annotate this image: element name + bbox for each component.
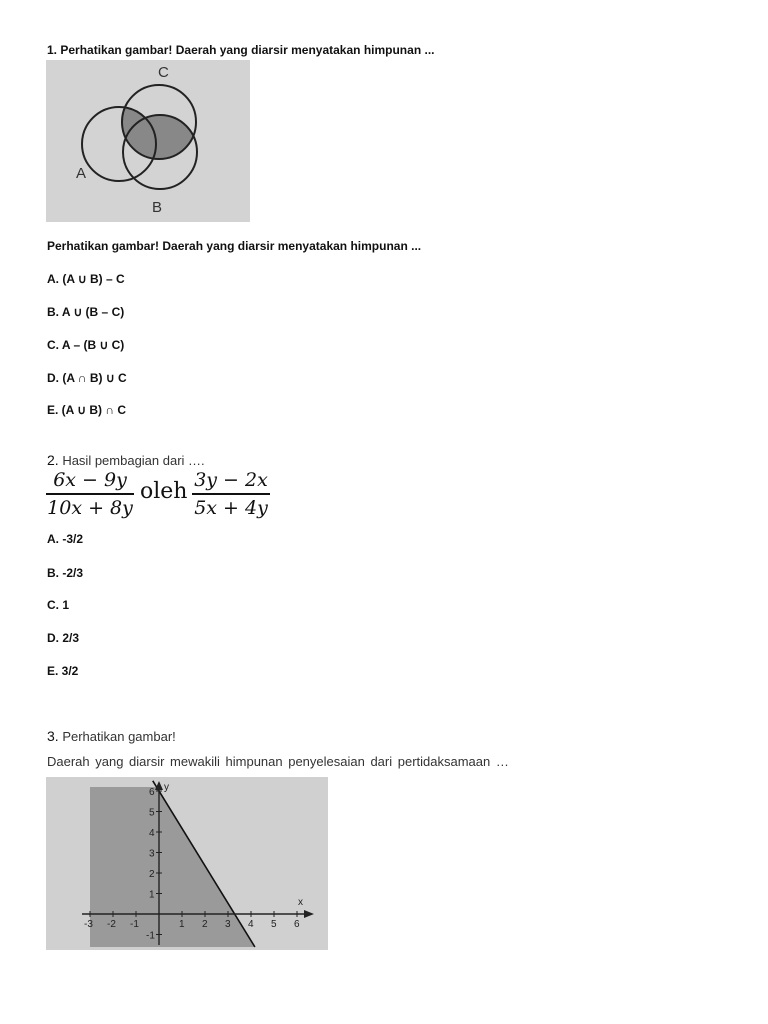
label-c: C [158, 64, 169, 81]
q1-prompt: Perhatikan gambar! Daerah yang diarsir menyatakan himpunan ... [47, 239, 422, 253]
q1-heading-text: Perhatikan gambar! Daerah yang diarsir menyatakan himpunan ... [60, 43, 435, 57]
y-axis-label: y [164, 782, 169, 793]
venn-diagram-figure [46, 60, 250, 222]
y-tick-label: -1 [146, 930, 155, 942]
y-tick-label: 5 [149, 807, 155, 819]
fraction-2 [192, 467, 270, 521]
x-tick-label: 5 [271, 919, 277, 930]
x-tick-label: 2 [202, 919, 208, 930]
q2-option-e[interactable]: E. 3/2 [47, 664, 79, 678]
y-tick-label: 4 [149, 828, 155, 839]
y-tick-label: 3 [149, 848, 155, 860]
q3-prompt: Daerah yang diarsir mewakili himpunan penyelesaian dari pertidaksamaan … [47, 754, 509, 769]
y-tick-label: 6 [149, 787, 155, 798]
q2-heading [47, 452, 205, 468]
fraction-2-denominator: 5x + 4y [194, 496, 268, 519]
q2-option-a[interactable]: A. -3/2 [47, 532, 84, 546]
x-tick-label: -1 [130, 919, 139, 930]
fraction-1-numerator: 6x − 9y [53, 469, 127, 491]
x-tick-label: 6 [294, 919, 300, 930]
fraction-1 [46, 467, 134, 521]
venn-diagram [46, 60, 250, 222]
x-tick-label: 1 [179, 919, 185, 930]
q2-option-b[interactable]: B. -2/3 [47, 566, 84, 580]
y-tick-label: 2 [149, 869, 155, 880]
q1-option-e[interactable]: E. (A ∪ B) ∩ C [47, 403, 127, 417]
x-tick-label: 3 [225, 919, 231, 930]
x-axis-label: x [298, 897, 303, 908]
q2-heading-text: Hasil pembagian dari …. [62, 453, 205, 468]
connector-oleh: oleh [140, 479, 188, 504]
fraction-2-numerator: 3y − 2x [194, 469, 268, 491]
q2-number: 2. [47, 452, 59, 468]
q3-number: 3. [47, 728, 59, 744]
x-tick-label: -3 [84, 919, 93, 930]
q1-option-d[interactable]: D. (A ∩ B) ∪ C [47, 371, 127, 385]
fraction-1-denominator: 10x + 8y [47, 496, 133, 519]
q1-option-b[interactable]: B. A ∪ (B – C) [47, 305, 125, 319]
x-tick-label: -2 [107, 919, 116, 930]
q1-heading [47, 43, 434, 57]
label-a: A [76, 165, 87, 182]
y-tick-label: 1 [149, 889, 155, 901]
inequality-graph [46, 777, 328, 950]
q2-option-d[interactable]: D. 2/3 [47, 631, 80, 645]
label-b: B [152, 199, 163, 216]
inequality-graph-figure [46, 777, 328, 950]
q1-option-c[interactable]: C. A – (B ∪ C) [47, 338, 125, 352]
q1-number: 1. [47, 43, 58, 57]
x-tick-label: 4 [248, 919, 254, 930]
q3-heading [47, 728, 176, 744]
q3-heading-text: Perhatikan gambar! [62, 729, 176, 744]
q1-option-a[interactable]: A. (A ∪ B) – C [47, 272, 125, 286]
q2-option-c[interactable]: C. 1 [47, 598, 70, 612]
